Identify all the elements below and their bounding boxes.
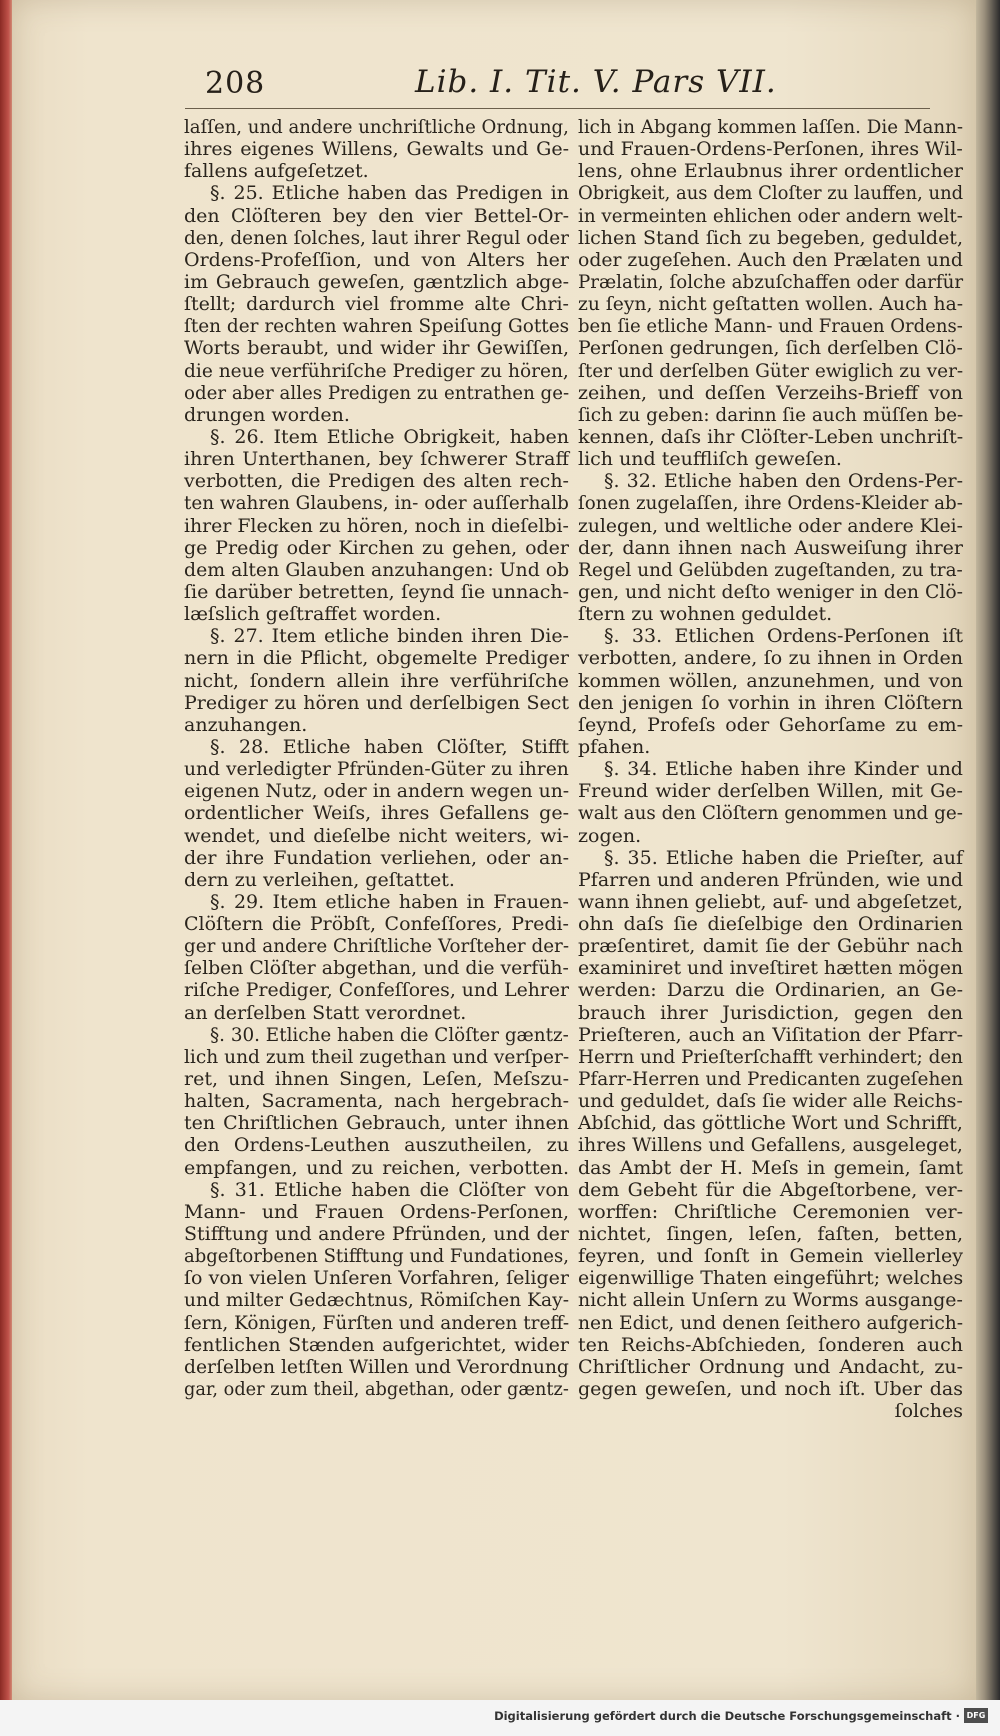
text-line: im Gebrauch geweſen, gæntzlich abge- <box>184 270 569 293</box>
text-line: derſelben letſten Willen und Verordnung <box>184 1355 569 1378</box>
text-line: wendet, und dieſelbe nicht weiters, wi- <box>184 824 569 847</box>
text-line: ten Reichs-Abſchieden, ſonderen auch <box>578 1333 963 1356</box>
text-line: §. 32. Etliche haben den Ordens-Per- <box>604 470 963 493</box>
text-line: eigenen Nutz, oder in andern wegen un- <box>184 780 570 803</box>
text-line: gen, und nicht deſto weniger in den Clö- <box>578 580 964 603</box>
text-line: nicht, ſondern allein ihre verführiſche <box>184 669 569 692</box>
text-line: empfangen, und zu reichen, verbotten. <box>184 1156 569 1179</box>
text-line: Abſchid, das göttliche Wort und Schrifft, <box>578 1112 963 1135</box>
text-line: den jenigen ſo vorhin in ihren Clöſtern <box>578 691 963 714</box>
right-text-column <box>578 116 963 1422</box>
text-line: den, denen ſolches, laut ihrer Regul oder <box>184 226 569 249</box>
text-line: ohn daſs ſie dieſelbige den Ordinarien <box>578 913 964 936</box>
text-line: lich in Abgang kommen laſſen. Die Mann- <box>578 116 964 138</box>
text-line: wann ihnen geliebt, auf- und abgeſetzet, <box>578 890 963 913</box>
text-line: Prælatin, ſolche abzuſchaffen oder darfür <box>578 270 964 293</box>
text-line: ſtellt; dardurch viel fromme alte Chri- <box>184 293 569 316</box>
text-line: ten Chriſtlichen Gebrauch, unter ihnen <box>184 1112 570 1135</box>
text-line: ben ſie etliche Mann- und Frauen Ordens- <box>578 315 963 338</box>
text-line: §. 33. Etlichen Ordens-Perſonen iſt <box>604 625 963 648</box>
text-line: kennen, daſs ihr Clöſter-Leben unchriſt- <box>578 425 964 448</box>
text-line: ger und andere Chriſtliche Vorſteher der- <box>184 935 570 958</box>
text-line: lich und teuffliſch geweſen. <box>578 448 842 471</box>
text-line: Worts beraubt, und wider ihr Gewiſſen, <box>184 337 569 360</box>
text-line: ſich zu geben: darinn ſie auch müſſen be- <box>578 403 964 426</box>
text-line: §. 34. Etliche haben ihre Kinder und <box>604 758 963 781</box>
text-line: verbotten, andere, ſo zu ihnen in Orden <box>578 647 963 670</box>
text-line: ſten der rechten wahren Speiſung Gottes <box>184 315 570 338</box>
text-line: riſche Prediger, Confeſſores, und Lehrer <box>184 979 570 1002</box>
text-line: nern in die Pflicht, obgemelte Prediger <box>184 647 569 670</box>
text-line: zeihen, und deſſen Verzeihs-Brieff von <box>578 381 963 404</box>
text-line: pfahen. <box>578 735 651 758</box>
text-line: ihren Unterthanen, bey ſchwerer Straff <box>184 448 570 471</box>
header-rule <box>185 108 930 109</box>
text-line: walt aus den Clöſtern genommen und ge- <box>578 802 963 825</box>
text-line: Prieſteren, auch an Viſitation der Pfarr- <box>578 1023 963 1046</box>
text-line: zogen. <box>578 824 642 847</box>
text-line: §. 25. Etliche haben das Predigen in <box>210 182 569 205</box>
text-line: fentlichen Stænden aufgerichtet, wider <box>184 1333 570 1356</box>
text-line: ſie darüber betretten, ſeynd ſie unnach- <box>184 580 570 603</box>
text-line: drungen worden. <box>184 403 350 426</box>
text-line: §. 30. Etliche haben die Clöſter gæntz- <box>210 1023 569 1046</box>
text-line: Prediger zu hören und derſelbigen Sect <box>184 691 570 714</box>
text-line: Mann- und Frauen Ordens-Perſonen, <box>184 1200 570 1223</box>
text-line: §. 27. Item etliche binden ihren Die- <box>210 625 569 648</box>
text-line: ordentlicher Weiſs, ihres Gefallens ge- <box>184 802 569 825</box>
text-line: zu ſeyn, nicht geſtatten wollen. Auch ha- <box>578 293 964 316</box>
text-line: examiniret und inveſtiret hætten mögen <box>578 957 964 980</box>
text-line: an derſelben Statt verordnet. <box>184 1001 467 1024</box>
text-line: Clöſtern die Pröbſt, Confeſſores, Predi- <box>184 913 569 936</box>
left-text-column <box>184 116 569 1400</box>
text-line: dem alten Glauben anzuhangen: Und ob <box>184 558 570 581</box>
text-line: nen Edict, und denen ſeithero aufgerich- <box>578 1311 964 1334</box>
text-line: und milter Gedæchtnus, Römiſchen Kay- <box>184 1289 570 1312</box>
text-line: brauch ihrer Jurisdiction, gegen den <box>578 1001 963 1024</box>
text-line: das Ambt der H. Meſs in gemein, ſamt <box>578 1156 964 1179</box>
text-line: nicht allein Unſern zu Worms ausgange- <box>578 1289 963 1312</box>
text-line: dem Gebeht für die Abgeſtorbene, ver- <box>578 1178 963 1201</box>
text-line: gegen geweſen, und noch iſt. Uber das <box>578 1378 963 1401</box>
text-line: abgeſtorbenen Stifftung und Fundationes, <box>184 1245 569 1268</box>
text-line: ſter und derſelben Güter ewiglich zu ver- <box>578 359 964 382</box>
page-edge-right <box>974 0 1000 1700</box>
text-line: verbotten, die Predigen des alten rech- <box>184 470 569 493</box>
catchword: ſolches <box>894 1400 963 1423</box>
text-line: zulegen, und weltliche oder andere Klei- <box>578 514 963 537</box>
text-line: lichen Stand ſich zu begeben, geduldet, <box>578 226 963 249</box>
text-line: ten wahren Glaubens, in- oder auſſerhalb <box>184 492 569 515</box>
text-line: Freund wider derſelben Willen, mit Ge- <box>578 780 963 803</box>
text-line: fallens aufgeſetzet. <box>184 160 369 183</box>
text-line: ſelben Clöſter abgethan, und die verfüh- <box>184 957 569 980</box>
dfg-logo: DFG <box>964 1708 988 1723</box>
text-line: laſſen, und andere unchriſtliche Ordnung, <box>184 116 569 138</box>
text-line: Obrigkeit, aus dem Cloſter zu lauffen, und <box>578 182 964 205</box>
text-line: die neue verführiſche Prediger zu hören, <box>184 359 569 382</box>
text-line: Perſonen gedrungen, ſich derſelben Clö- <box>578 337 963 360</box>
text-line: und verledigter Pfründen-Güter zu ihren <box>184 758 569 781</box>
funding-credit: Digitalisierung gefördert durch die Deutsche Forschungsgemeinschaft · <box>494 1709 960 1723</box>
text-line: lens, ohne Erlaubnus ihrer ordentlicher <box>578 160 964 183</box>
text-line: ſeynd, Profeſs oder Gehorſame zu em- <box>578 713 964 736</box>
text-line: werden: Darzu die Ordinarien, an Ge- <box>578 979 964 1002</box>
text-line: Stifftung und andere Pfründen, und der <box>184 1223 570 1246</box>
text-line: den Clöſteren bey den vier Bettel-Or- <box>184 204 569 227</box>
text-line: §. 26. Item Etliche Obrigkeit, haben <box>210 425 570 448</box>
text-line: eigenwillige Thaten eingeführt; welches <box>578 1267 964 1290</box>
text-line: ſonen zugelaſſen, ihre Ordens-Kleider ab- <box>578 492 963 515</box>
text-line: dern zu verleihen, geſtattet. <box>184 868 455 891</box>
text-line: worffen: Chriſtliche Ceremonien ver- <box>578 1200 964 1223</box>
text-line: ihres Willens und Gefallens, ausgeleget, <box>578 1134 963 1157</box>
text-line: ihrer Flecken zu hören, noch in dieſelbi- <box>184 514 569 537</box>
text-line: §. 29. Item etliche haben in Frauen- <box>210 890 569 913</box>
text-line: §. 28. Etliche haben Clöſter, Stifft <box>210 735 570 758</box>
text-line: læſslich geſtraffet worden. <box>184 603 442 626</box>
text-line: oder aber alles Predigen zu entrathen ge- <box>184 381 570 404</box>
text-line: in vermeinten ehlichen oder andern welt- <box>578 204 963 227</box>
text-line: der ihre Fundation verliehen, oder an- <box>184 846 569 869</box>
page-number: 208 <box>205 66 266 101</box>
text-line: und geduldet, daſs ſie wider alle Reichs- <box>578 1090 963 1113</box>
text-line: Ordens-Profeſſion, und von Alters her <box>184 248 569 271</box>
text-line: halten, Sacramenta, nach hergebrach- <box>184 1090 570 1113</box>
text-line: der, dann ihnen nach Ausweiſung ihrer <box>578 536 964 559</box>
text-line: nichtet, ſingen, leſen, faſten, betten, <box>578 1223 963 1246</box>
text-line: anzuhangen. <box>184 713 308 736</box>
text-line: den Ordens-Leuthen auszutheilen, zu <box>184 1134 569 1157</box>
running-head: Lib. I. Tit. V. Pars VII. <box>415 64 777 100</box>
text-line: §. 35. Etliche haben die Prieſter, auf <box>604 846 964 869</box>
text-line: ſtern zu wohnen geduldet. <box>578 603 833 626</box>
text-line: Pfarr-Herren und Predicanten zugeſehen <box>578 1068 964 1091</box>
text-line: ret, und ihnen Singen, Leſen, Meſszu- <box>184 1068 569 1091</box>
text-line: Regel und Gelübden zugeſtanden, zu tra- <box>578 558 963 581</box>
text-line: ge Predig oder Kirchen zu gehen, oder <box>184 536 569 559</box>
text-line: Chriſtlicher Ordnung und Andacht, zu- <box>578 1355 963 1378</box>
text-line: ſo von vielen Unſeren Vorfahren, ſeliger <box>184 1267 569 1290</box>
text-line: ſern, Königen, Fürſten und anderen treff- <box>184 1311 570 1334</box>
text-line: §. 31. Etliche haben die Clöſter von <box>210 1178 570 1201</box>
text-line: kommen wöllen, anzunehmen, und von <box>578 669 963 692</box>
text-line: und Frauen-Ordens-Perſonen, ihres Wil- <box>578 138 963 161</box>
text-line: ihres eigenes Willens, Gewalts und Ge- <box>184 138 569 161</box>
text-line: feyren, und ſonſt in Gemein viellerley <box>578 1245 963 1268</box>
text-line: Pfarren und anderen Pfründen, wie und <box>578 868 963 891</box>
text-line: Herrn und Prieſterſchafft verhindert; den <box>578 1045 963 1068</box>
text-line: lich und zum theil zugethan und verſper- <box>184 1045 570 1068</box>
text-line: oder zugeſehen. Auch den Prælaten und <box>578 248 963 271</box>
text-line: gar, oder zum theil, abgethan, oder gæntz- <box>184 1378 569 1401</box>
text-line: præſentiret, damit ſie der Gebühr nach <box>578 935 963 958</box>
